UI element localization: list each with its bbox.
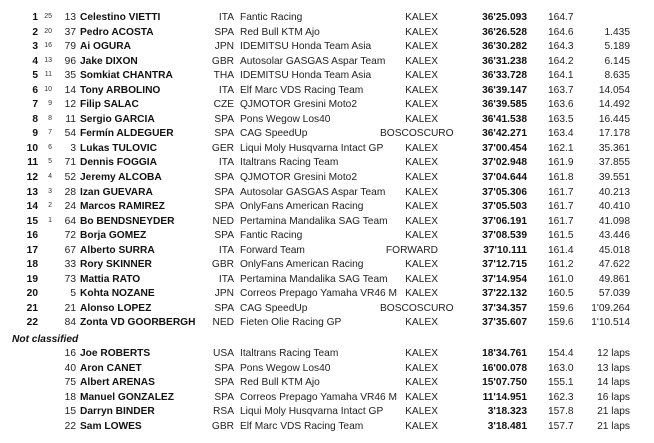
gap: 13 laps xyxy=(597,362,630,374)
rider-number: 64 xyxy=(64,215,76,227)
nation: ITA xyxy=(218,84,234,96)
motorcycle: KALEX xyxy=(405,41,438,53)
points: 9 xyxy=(48,100,52,108)
avg-speed: 157.8 xyxy=(548,406,574,418)
avg-speed: 163.7 xyxy=(548,84,574,96)
motorcycle: KALEX xyxy=(405,377,438,389)
position: 14 xyxy=(26,201,38,213)
nation: SPA xyxy=(214,362,234,374)
nation: GBR xyxy=(211,55,234,67)
gap: 41.098 xyxy=(598,215,630,227)
rider-name: Manuel GONZALEZ xyxy=(80,391,174,403)
total-time: 37'34.357 xyxy=(482,302,527,314)
result-row xyxy=(0,40,654,55)
gap: 39.551 xyxy=(598,172,630,184)
avg-speed: 161.9 xyxy=(548,157,574,169)
motorcycle: KALEX xyxy=(405,273,438,285)
avg-speed: 164.2 xyxy=(548,55,574,67)
total-time: 37'05.503 xyxy=(482,201,527,213)
gap: 37.855 xyxy=(598,157,630,169)
gap: 49.861 xyxy=(598,273,630,285)
rider-name: Jake DIXON xyxy=(80,55,138,67)
total-time: 36'39.147 xyxy=(482,84,527,96)
rider-number: 18 xyxy=(64,391,76,403)
points: 10 xyxy=(44,85,52,93)
nation: GBR xyxy=(211,420,234,432)
rider-name: Celestino VIETTI xyxy=(80,12,161,23)
result-row xyxy=(0,186,654,201)
avg-speed: 161.7 xyxy=(548,186,574,198)
rider-name: Lukas TULOVIC xyxy=(80,142,157,154)
rider-number: 35 xyxy=(64,70,76,82)
avg-speed: 162.3 xyxy=(548,391,574,403)
motorcycle: KALEX xyxy=(405,99,438,111)
motorcycle: KALEX xyxy=(405,230,438,242)
gap: 21 laps xyxy=(597,406,630,418)
total-time: 37'04.644 xyxy=(482,172,527,184)
team-name: Red Bull KTM Ajo xyxy=(240,26,320,38)
motorcycle: KALEX xyxy=(405,406,438,418)
rider-number: 96 xyxy=(64,55,76,67)
rider-name: Izan GUEVARA xyxy=(80,186,153,198)
rider-number: 21 xyxy=(64,302,76,314)
race-results xyxy=(0,11,654,434)
rider-number: 11 xyxy=(65,113,76,125)
motorcycle: KALEX xyxy=(405,70,438,82)
avg-speed: 161.0 xyxy=(548,273,574,285)
rider-number: 16 xyxy=(64,348,76,360)
position: 7 xyxy=(32,99,38,111)
total-time: 16'00.078 xyxy=(482,362,527,374)
avg-speed: 163.4 xyxy=(548,128,574,140)
rider-name: Jeremy ALCOBA xyxy=(80,172,162,184)
result-row xyxy=(0,420,654,435)
points: 2 xyxy=(48,202,52,210)
rider-name: Mattia RATO xyxy=(80,273,141,285)
nation: SPA xyxy=(214,128,234,140)
gap: 17.178 xyxy=(598,128,630,140)
result-row xyxy=(0,171,654,186)
total-time: 11'14.951 xyxy=(482,391,527,403)
nation: THA xyxy=(213,70,234,82)
result-row xyxy=(0,55,654,70)
motorcycle: KALEX xyxy=(405,391,438,403)
motorcycle: BOSCOSCURO xyxy=(380,302,454,314)
team-name: OnlyFans American Racing xyxy=(240,201,364,213)
rider-name: Darryn BINDER xyxy=(80,406,155,418)
not-classified-results xyxy=(0,347,654,434)
team-name: CAG SpeedUp xyxy=(240,302,308,314)
avg-speed: 162.1 xyxy=(548,142,574,154)
total-time: 37'10.111 xyxy=(483,244,527,256)
nation: SPA xyxy=(214,26,234,38)
gap: 14.492 xyxy=(598,99,630,111)
total-time: 3'18.481 xyxy=(487,420,527,432)
total-time: 37'05.306 xyxy=(482,186,527,198)
team-name: CAG SpeedUp xyxy=(240,128,308,140)
position: 3 xyxy=(32,41,38,53)
nation: CZE xyxy=(213,99,234,111)
rider-number: 24 xyxy=(64,201,76,213)
result-row xyxy=(0,302,654,317)
motorcycle: KALEX xyxy=(405,12,438,23)
avg-speed: 155.1 xyxy=(548,377,574,389)
position: 6 xyxy=(32,84,38,96)
total-time: 37'06.191 xyxy=(482,215,527,227)
avg-speed: 161.7 xyxy=(548,201,574,213)
nation: SPA xyxy=(214,302,234,314)
rider-name: Filip SALAC xyxy=(80,99,139,111)
result-row xyxy=(0,156,654,171)
gap: 21 laps xyxy=(597,420,630,432)
rider-number: 54 xyxy=(64,128,76,140)
rider-name: Kohta NOZANE xyxy=(80,288,155,300)
motorcycle: KALEX xyxy=(405,55,438,67)
avg-speed: 161.4 xyxy=(548,244,574,256)
result-row xyxy=(0,113,654,128)
motorcycle: KALEX xyxy=(405,157,438,169)
gap: 14 laps xyxy=(597,377,630,389)
rider-name: Ai OGURA xyxy=(80,41,131,53)
rider-name: Sergio GARCIA xyxy=(80,113,155,125)
rider-name: Bo BENDSNEYDER xyxy=(80,215,175,227)
nation: SPA xyxy=(214,230,234,242)
rider-name: Joe ROBERTS xyxy=(80,348,151,360)
motorcycle: KALEX xyxy=(405,113,438,125)
motorcycle: KALEX xyxy=(405,259,438,271)
rider-number: 14 xyxy=(64,84,76,96)
rider-number: 71 xyxy=(64,157,76,169)
result-row xyxy=(0,258,654,273)
team-name: Autosolar GASGAS Aspar Team xyxy=(240,186,386,198)
points: 16 xyxy=(44,42,52,50)
total-time: 37'02.948 xyxy=(482,157,527,169)
gap: 43.446 xyxy=(598,230,630,242)
gap: 40.410 xyxy=(598,201,630,213)
motorcycle: KALEX xyxy=(405,362,438,374)
rider-name: Marcos RAMIREZ xyxy=(80,201,165,213)
points: 5 xyxy=(48,158,52,166)
gap: 47.622 xyxy=(598,259,630,271)
gap: 6.145 xyxy=(604,55,630,67)
points: 20 xyxy=(44,27,52,35)
rider-number: 40 xyxy=(64,362,76,374)
team-name: IDEMITSU Honda Team Asia xyxy=(240,41,372,53)
avg-speed: 159.6 xyxy=(548,317,574,329)
rider-name: Rory SKINNER xyxy=(80,259,152,271)
points: 25 xyxy=(44,13,52,20)
rider-name: Aron CANET xyxy=(80,362,142,374)
gap: 1'10.514 xyxy=(591,317,630,329)
avg-speed: 163.6 xyxy=(548,99,574,111)
nation: SPA xyxy=(214,113,234,125)
total-time: 37'35.607 xyxy=(482,317,527,329)
position: 4 xyxy=(32,55,38,67)
rider-number: 37 xyxy=(64,26,76,38)
avg-speed: 164.3 xyxy=(548,41,574,53)
avg-speed: 163.0 xyxy=(548,362,574,374)
gap: 12 laps xyxy=(597,348,630,360)
total-time: 3'18.323 xyxy=(487,406,527,418)
rider-number: 72 xyxy=(64,230,76,242)
gap: 8.635 xyxy=(604,70,630,82)
avg-speed: 157.7 xyxy=(548,420,574,432)
rider-number: 15 xyxy=(64,406,76,418)
team-name: Forward Team xyxy=(240,244,305,256)
total-time: 37'00.454 xyxy=(482,142,527,154)
nation: GBR xyxy=(211,259,234,271)
points: 7 xyxy=(48,129,52,137)
rider-number: 79 xyxy=(64,41,76,53)
rider-name: Pedro ACOSTA xyxy=(80,26,154,38)
avg-speed: 163.5 xyxy=(548,113,574,125)
total-time: 37'12.715 xyxy=(482,259,527,271)
gap: 57.039 xyxy=(598,288,630,300)
nation: SPA xyxy=(214,377,234,389)
total-time: 36'31.238 xyxy=(482,55,527,67)
total-time: 36'42.271 xyxy=(482,128,527,140)
result-row xyxy=(0,127,654,142)
result-row xyxy=(0,244,654,259)
result-row xyxy=(0,391,654,406)
nation: SPA xyxy=(214,201,234,213)
rider-number: 33 xyxy=(64,259,76,271)
gap: 1.435 xyxy=(604,26,630,38)
position: 13 xyxy=(26,186,38,198)
rider-number: 28 xyxy=(64,186,76,198)
position: 17 xyxy=(26,244,38,256)
team-name: Pons Wegow Los40 xyxy=(240,113,331,125)
nation: SPA xyxy=(214,186,234,198)
total-time: 36'30.282 xyxy=(482,41,527,53)
result-row xyxy=(0,11,654,26)
motorcycle: KALEX xyxy=(405,288,438,300)
result-row xyxy=(0,69,654,84)
team-name: Elf Marc VDS Racing Team xyxy=(240,420,364,432)
rider-name: Alonso LOPEZ xyxy=(80,302,152,314)
avg-speed: 154.4 xyxy=(548,348,574,360)
rider-number: 13 xyxy=(64,12,76,23)
team-name: Pertamina Mandalika SAG Team xyxy=(240,273,388,285)
position: 2 xyxy=(32,26,38,38)
position: 8 xyxy=(32,113,38,125)
gap: 45.018 xyxy=(598,244,630,256)
points: 8 xyxy=(48,114,52,122)
classified-results xyxy=(0,11,654,331)
total-time: 36'25.093 xyxy=(482,12,527,23)
team-name: OnlyFans American Racing xyxy=(240,259,364,271)
result-row xyxy=(0,229,654,244)
team-name: Autosolar GASGAS Aspar Team xyxy=(240,55,386,67)
position: 22 xyxy=(26,317,38,329)
not-classified-heading: Not classified xyxy=(12,334,79,346)
rider-number: 73 xyxy=(64,273,76,285)
nation: ITA xyxy=(218,157,234,169)
rider-name: Tony ARBOLINO xyxy=(80,84,161,96)
nation: ITA xyxy=(218,244,234,256)
nation: USA xyxy=(213,348,234,360)
position: 5 xyxy=(32,70,38,82)
motorcycle: KALEX xyxy=(405,26,438,38)
nation: RSA xyxy=(213,406,234,418)
team-name: Italtrans Racing Team xyxy=(240,157,339,169)
team-name: Correos Prepago Yamaha VR46 M xyxy=(240,288,398,300)
points: 13 xyxy=(44,56,52,64)
rider-name: Albert ARENAS xyxy=(80,377,155,389)
team-name: QJMOTOR Gresini Moto2 xyxy=(240,172,357,184)
avg-speed: 161.2 xyxy=(548,259,574,271)
position: 1 xyxy=(32,12,38,23)
rider-name: Zonta VD GOORBERGH xyxy=(80,317,196,329)
rider-number: 5 xyxy=(70,288,76,300)
rider-number: 84 xyxy=(64,317,76,329)
gap: 16.445 xyxy=(598,113,630,125)
team-name: IDEMITSU Honda Team Asia xyxy=(240,70,372,82)
team-name: Pons Wegow Los40 xyxy=(240,362,331,374)
position: 21 xyxy=(26,302,38,314)
motorcycle: KALEX xyxy=(405,348,438,360)
result-row xyxy=(0,347,654,362)
result-row xyxy=(0,84,654,99)
rider-name: Borja GOMEZ xyxy=(80,230,147,242)
result-row xyxy=(0,362,654,377)
gap: 14.054 xyxy=(598,84,630,96)
rider-number: 3 xyxy=(70,142,76,154)
position: 9 xyxy=(32,128,38,140)
motorcycle: KALEX xyxy=(405,84,438,96)
result-row xyxy=(0,26,654,41)
gap: 5.189 xyxy=(604,41,630,53)
result-row xyxy=(0,98,654,113)
result-row xyxy=(0,215,654,230)
points: 3 xyxy=(48,187,52,195)
team-name: Correos Prepago Yamaha VR46 M xyxy=(240,391,398,403)
rider-name: Fermín ALDEGUER xyxy=(80,128,174,140)
avg-speed: 164.1 xyxy=(548,70,574,82)
motorcycle: KALEX xyxy=(405,420,438,432)
rider-number: 12 xyxy=(64,99,76,111)
motorcycle: KALEX xyxy=(405,317,438,329)
nation: NED xyxy=(212,317,234,329)
nation: ITA xyxy=(218,12,234,23)
avg-speed: 161.7 xyxy=(548,215,574,227)
result-row xyxy=(0,316,654,331)
team-name: Red Bull KTM Ajo xyxy=(240,377,320,389)
team-name: Pertamina Mandalika SAG Team xyxy=(240,215,388,227)
motorcycle: KALEX xyxy=(405,201,438,213)
rider-number: 67 xyxy=(64,244,76,256)
result-row xyxy=(0,142,654,157)
motorcycle: KALEX xyxy=(405,186,438,198)
avg-speed: 159.6 xyxy=(548,302,574,314)
gap: 16 laps xyxy=(597,391,630,403)
motorcycle: BOSCOSCURO xyxy=(380,128,454,140)
total-time: 15'07.750 xyxy=(482,377,527,389)
team-name: QJMOTOR Gresini Moto2 xyxy=(240,99,357,111)
rider-number: 75 xyxy=(64,377,76,389)
position: 20 xyxy=(26,288,38,300)
rider-name: Dennis FOGGIA xyxy=(80,157,157,169)
position: 15 xyxy=(26,215,38,227)
position: 19 xyxy=(26,273,38,285)
avg-speed: 161.5 xyxy=(548,230,574,242)
total-time: 37'14.954 xyxy=(482,273,527,285)
avg-speed: 164.6 xyxy=(548,26,574,38)
avg-speed: 160.5 xyxy=(548,288,574,300)
position: 10 xyxy=(26,142,38,154)
gap: 35.361 xyxy=(598,142,630,154)
avg-speed: 164.7 xyxy=(548,12,574,23)
nation: ITA xyxy=(218,273,234,285)
rider-number: 52 xyxy=(64,172,76,184)
nation: SPA xyxy=(214,391,234,403)
position: 18 xyxy=(26,259,38,271)
team-name: Fantic Racing xyxy=(240,12,303,23)
avg-speed: 161.8 xyxy=(548,172,574,184)
points: 6 xyxy=(48,143,52,151)
total-time: 36'33.728 xyxy=(482,70,527,82)
result-row xyxy=(0,287,654,302)
position: 16 xyxy=(26,230,38,242)
rider-number: 22 xyxy=(64,420,76,432)
team-name: Liqui Moly Husqvarna Intact GP xyxy=(240,142,384,154)
points: 1 xyxy=(48,216,52,224)
rider-name: Somkiat CHANTRA xyxy=(80,70,173,82)
total-time: 36'26.528 xyxy=(482,26,527,38)
team-name: Fieten Olie Racing GP xyxy=(240,317,342,329)
rider-name: Sam LOWES xyxy=(80,420,142,432)
gap: 1'09.264 xyxy=(591,302,630,314)
team-name: Italtrans Racing Team xyxy=(240,348,339,360)
nation: JPN xyxy=(214,288,234,300)
total-time: 37'08.539 xyxy=(482,230,527,242)
motorcycle: KALEX xyxy=(405,172,438,184)
rider-name: Alberto SURRA xyxy=(80,244,155,256)
nation: GER xyxy=(211,142,234,154)
total-time: 36'41.538 xyxy=(482,113,527,125)
result-row xyxy=(0,200,654,215)
result-row xyxy=(0,273,654,288)
team-name: Liqui Moly Husqvarna Intact GP xyxy=(240,406,384,418)
motorcycle: KALEX xyxy=(405,142,438,154)
points: 4 xyxy=(48,173,52,181)
result-row xyxy=(0,376,654,391)
nation: NED xyxy=(212,215,234,227)
total-time: 36'39.585 xyxy=(482,99,527,111)
position: 12 xyxy=(26,172,38,184)
result-row xyxy=(0,405,654,420)
motorcycle: KALEX xyxy=(405,215,438,227)
nation: JPN xyxy=(214,41,234,53)
position: 11 xyxy=(27,157,38,169)
total-time: 18'34.761 xyxy=(482,348,527,360)
points: 11 xyxy=(44,71,52,79)
total-time: 37'22.132 xyxy=(482,288,527,300)
motorcycle: FORWARD xyxy=(385,244,438,256)
team-name: Fantic Racing xyxy=(240,230,303,242)
gap: 40.213 xyxy=(598,186,630,198)
nation: SPA xyxy=(214,172,234,184)
team-name: Elf Marc VDS Racing Team xyxy=(240,84,364,96)
